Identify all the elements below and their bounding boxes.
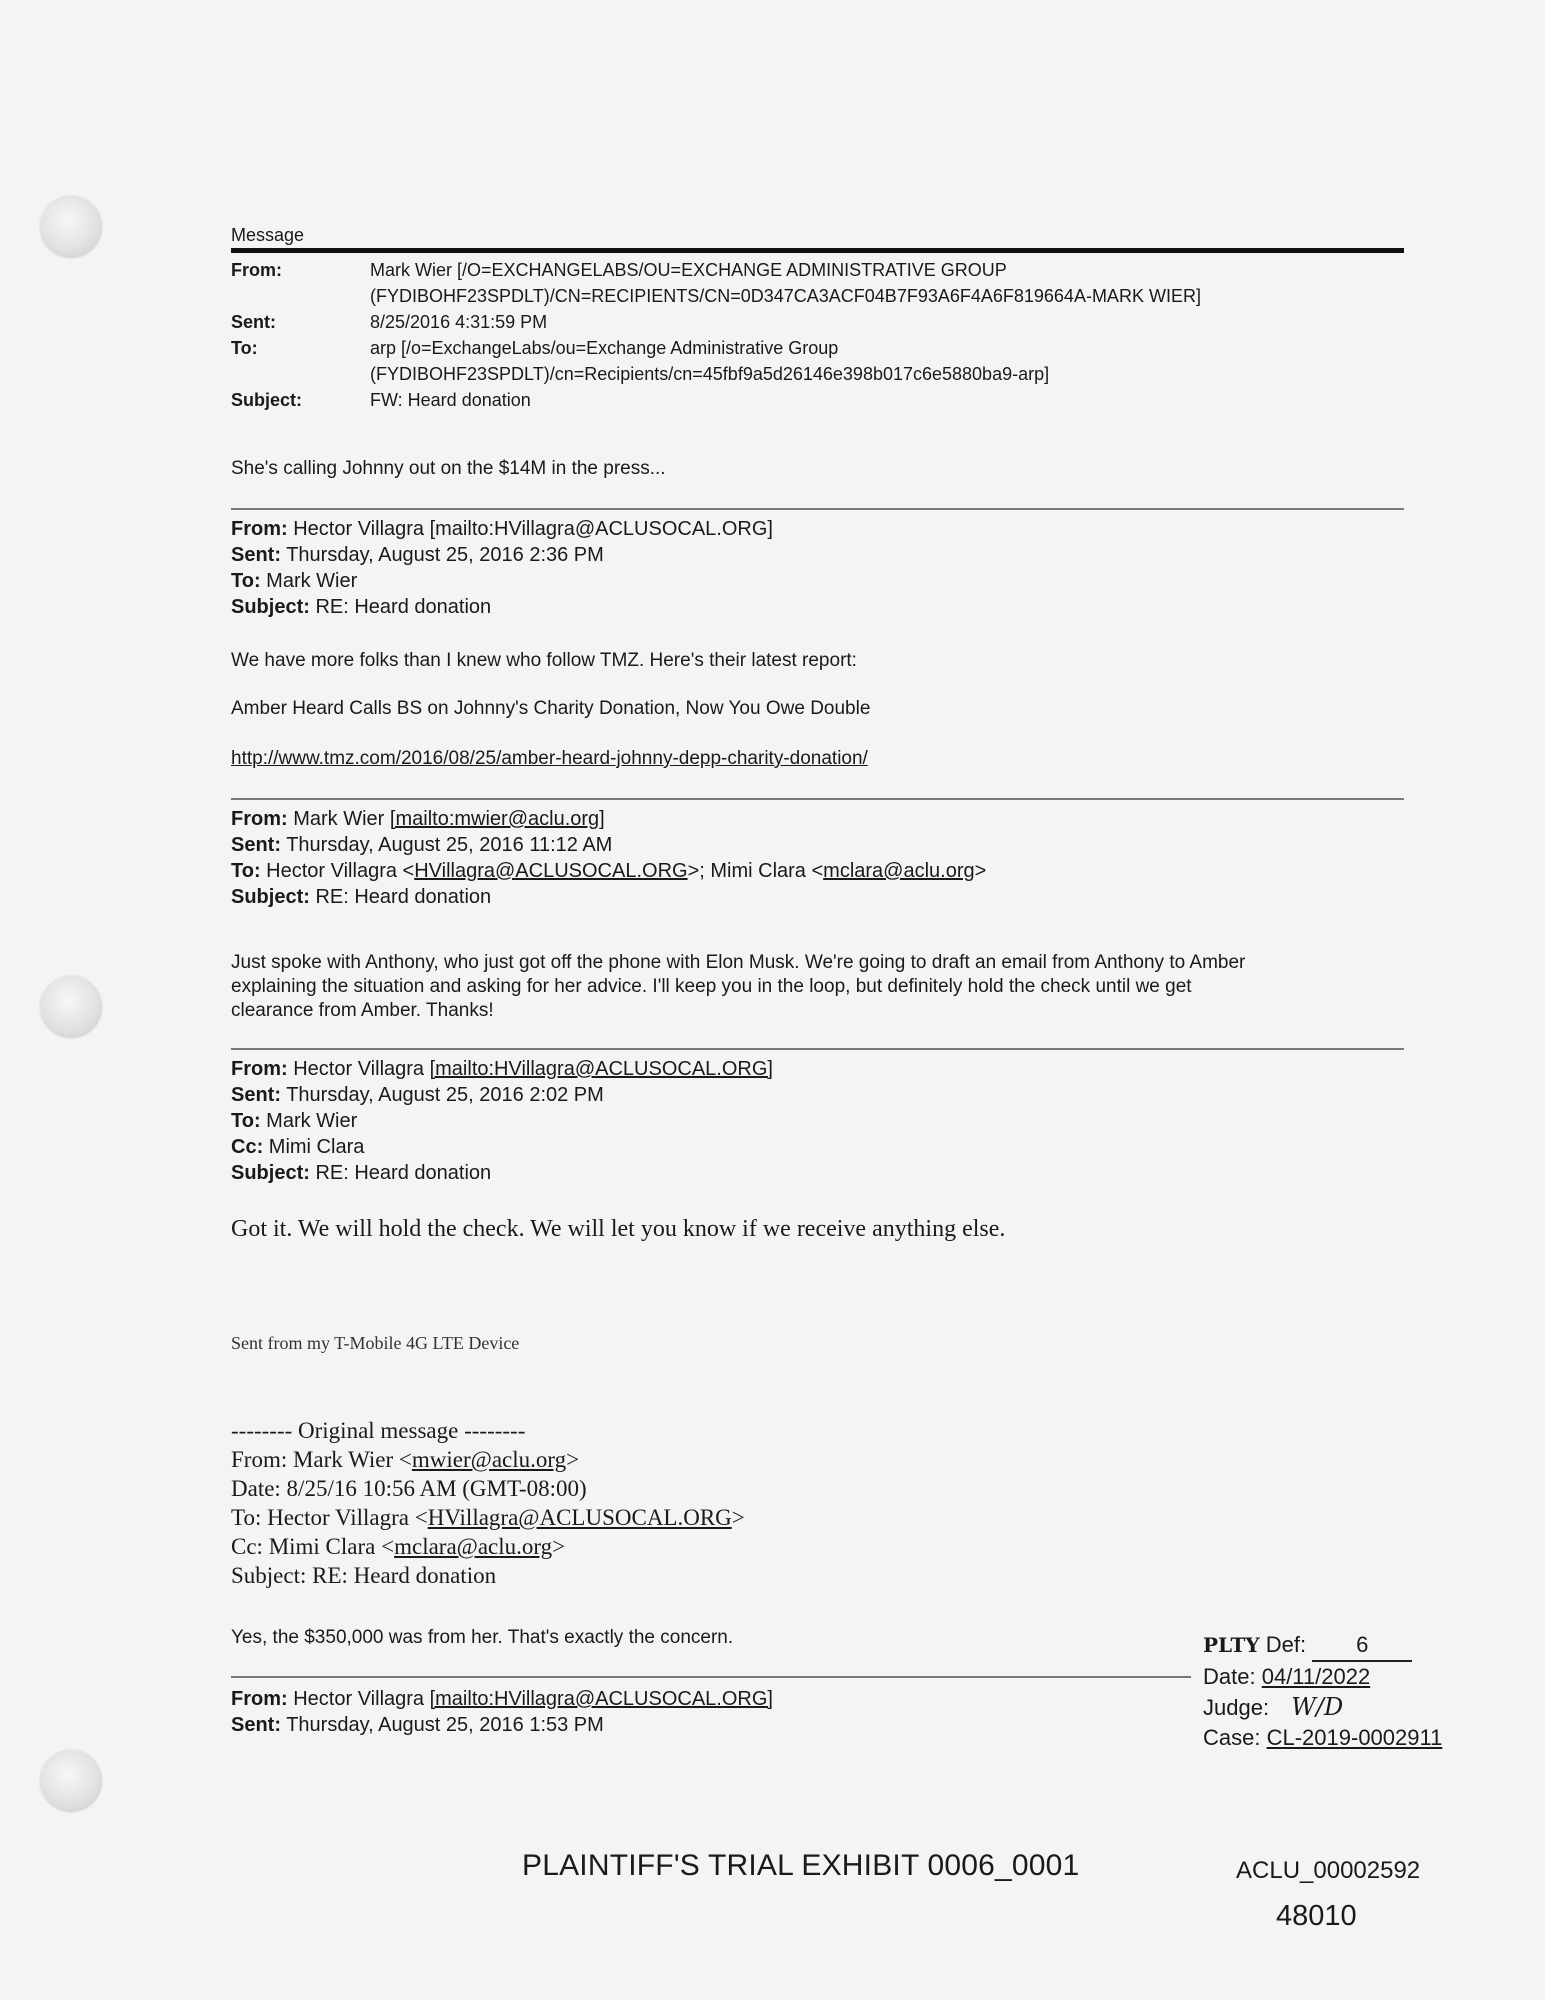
from-name: Hector Villagra — [293, 1058, 430, 1080]
original-subject: Subject: RE: Heard donation — [231, 1563, 497, 1588]
original-cc: Cc: Mimi Clara < — [231, 1534, 395, 1559]
from-name: Hector Villagra — [293, 1688, 430, 1710]
header-from-label: From: — [231, 260, 282, 280]
email-link[interactable]: mclara@aclu.org — [394, 1534, 553, 1559]
date-label: Date: — [1203, 1664, 1256, 1689]
email-link[interactable]: mwier@aclu.org — [411, 1447, 567, 1472]
punch-hole — [40, 1750, 102, 1812]
email-divider — [231, 508, 1404, 510]
intro-text: She's calling Johnny out on the $14M in the press... — [231, 458, 666, 479]
to-label: To: — [231, 570, 261, 592]
cc-label: Cc: — [231, 1136, 264, 1158]
email-body-line: Just spoke with Anthony, who just got off the phone with Elon Musk. We're going to draft an email from Anthony to Amber — [231, 952, 1246, 973]
punch-hole — [40, 976, 102, 1038]
original-body: Yes, the $350,000 was from her. That's exactly the concern. — [231, 1627, 734, 1648]
header-to-value — [370, 335, 1049, 387]
punch-hole — [40, 196, 102, 258]
header-from-line: (FYDIBOHF23SPDLT)/CN=RECIPIENTS/CN=0D347CA3ACF04B7F93A6F4A6F819664A-MARK WIER] — [370, 286, 1201, 306]
email-body-line: Amber Heard Calls BS on Johnny's Charity Donation, Now You Owe Double — [231, 698, 871, 719]
email-body-line: explaining the situation and asking for her advice. I'll keep you in the loop, but definitely hold the check until we get — [231, 976, 1192, 997]
original-message-block — [231, 1416, 745, 1590]
email-header-block — [231, 806, 986, 910]
from-name: Mark Wier — [293, 808, 390, 830]
email-divider — [231, 798, 1404, 800]
subject-value: RE: Heard donation — [315, 1162, 492, 1184]
message-title: Message — [231, 225, 305, 245]
to-value: Mark Wier — [266, 570, 358, 592]
from-label: From: — [231, 808, 288, 830]
exhibit-stamp — [1203, 1630, 1463, 1753]
subject-value: RE: Heard donation — [315, 596, 492, 618]
to-bracket: > — [974, 860, 987, 882]
tmz-link[interactable]: http://www.tmz.com/2016/08/25/amber-heard-johnny-depp-charity-donation/ — [231, 748, 868, 769]
original-divider: -------- Original message -------- — [231, 1418, 526, 1443]
exhibit-label: PLAINTIFF'S TRIAL EXHIBIT 0006_0001 — [522, 1849, 1080, 1882]
bates-number: ACLU_00002592 — [1236, 1857, 1421, 1884]
from-label: From: — [231, 1058, 288, 1080]
original-from-bracket: > — [566, 1447, 580, 1472]
mailto-link[interactable]: [mailto:mwier@aclu.org] — [389, 808, 605, 830]
subject-value: RE: Heard donation — [315, 886, 492, 908]
judge-value: W/D — [1291, 1693, 1344, 1721]
sent-value: Thursday, August 25, 2016 11:12 AM — [286, 834, 613, 856]
case-value: CL-2019-0002911 — [1266, 1725, 1443, 1750]
email-body-line: Got it. We will hold the check. We will let you know if we receive anything else. — [231, 1216, 1006, 1242]
header-to-label: To: — [231, 338, 258, 358]
original-from: From: Mark Wier < — [231, 1447, 412, 1472]
subject-label: Subject: — [231, 1162, 310, 1184]
header-sent-label: Sent: — [231, 312, 276, 332]
email-link[interactable]: HVillagra@ACLUSOCAL.ORG — [414, 860, 688, 882]
mobile-signature: Sent from my T-Mobile 4G LTE Device — [231, 1333, 520, 1353]
sent-label: Sent: — [231, 1714, 281, 1736]
email-link[interactable]: HVillagra@ACLUSOCAL.ORG — [427, 1505, 732, 1530]
to-value: Mark Wier — [266, 1110, 358, 1132]
email-link[interactable]: mclara@aclu.org — [823, 860, 975, 882]
from-label: From: — [231, 1688, 288, 1710]
header-to-line: arp [/o=ExchangeLabs/ou=Exchange Administrative Group — [370, 338, 839, 358]
original-date: Date: 8/25/16 10:56 AM (GMT-08:00) — [231, 1476, 587, 1501]
header-divider — [231, 248, 1404, 253]
subject-label: Subject: — [231, 886, 310, 908]
email-header-block — [231, 1686, 773, 1738]
header-from-value — [370, 257, 1201, 309]
def-label: Def: — [1265, 1632, 1307, 1657]
sent-value: Thursday, August 25, 2016 2:02 PM — [286, 1084, 604, 1106]
from-value: Hector Villagra [mailto:HVillagra@ACLUSOCAL.ORG] — [293, 518, 773, 540]
original-to: To: Hector Villagra < — [231, 1505, 428, 1530]
sent-label: Sent: — [231, 834, 281, 856]
original-to-bracket: > — [731, 1505, 745, 1530]
judge-label: Judge: — [1203, 1695, 1270, 1720]
mailto-link[interactable]: [mailto:HVillagra@ACLUSOCAL.ORG] — [429, 1688, 773, 1710]
date-value: 04/11/2022 — [1261, 1664, 1371, 1689]
to-name: >; Mimi Clara < — [687, 860, 824, 882]
to-label: To: — [231, 1110, 261, 1132]
to-label: To: — [231, 860, 261, 882]
header-subject-value: FW: Heard donation — [370, 390, 531, 410]
email-body-line: clearance from Amber. Thanks! — [231, 1000, 494, 1021]
page-number: 48010 — [1276, 1900, 1357, 1932]
header-to-line: (FYDIBOHF23SPDLT)/cn=Recipients/cn=45fbf9a5d26146e398b017c6e5880ba9-arp] — [370, 364, 1050, 384]
cc-value: Mimi Clara — [268, 1136, 365, 1158]
to-name: Hector Villagra < — [266, 860, 415, 882]
from-label: From: — [231, 518, 288, 540]
case-label: Case: — [1203, 1725, 1261, 1750]
email-header-block — [231, 516, 773, 620]
sent-value: Thursday, August 25, 2016 2:36 PM — [286, 544, 604, 566]
email-body — [231, 951, 1411, 1023]
subject-label: Subject: — [231, 596, 310, 618]
mailto-link[interactable]: [mailto:HVillagra@ACLUSOCAL.ORG] — [429, 1058, 773, 1080]
email-divider — [231, 1048, 1404, 1050]
header-subject-label: Subject: — [231, 390, 303, 410]
def-value: 6 — [1312, 1630, 1412, 1662]
header-from-line: Mark Wier [/O=EXCHANGELABS/OU=EXCHANGE ADMINISTRATIVE GROUP — [370, 260, 1007, 280]
header-sent-value: 8/25/2016 4:31:59 PM — [370, 312, 548, 332]
sent-label: Sent: — [231, 1084, 281, 1106]
email-body-line: We have more folks than I knew who follow TMZ. Here's their latest report: — [231, 650, 857, 671]
email-header-block — [231, 1056, 773, 1186]
sent-label: Sent: — [231, 544, 281, 566]
original-cc-bracket: > — [552, 1534, 566, 1559]
sent-value: Thursday, August 25, 2016 1:53 PM — [286, 1714, 604, 1736]
party-mark: PLTY — [1203, 1633, 1260, 1657]
email-divider — [231, 1676, 1191, 1678]
